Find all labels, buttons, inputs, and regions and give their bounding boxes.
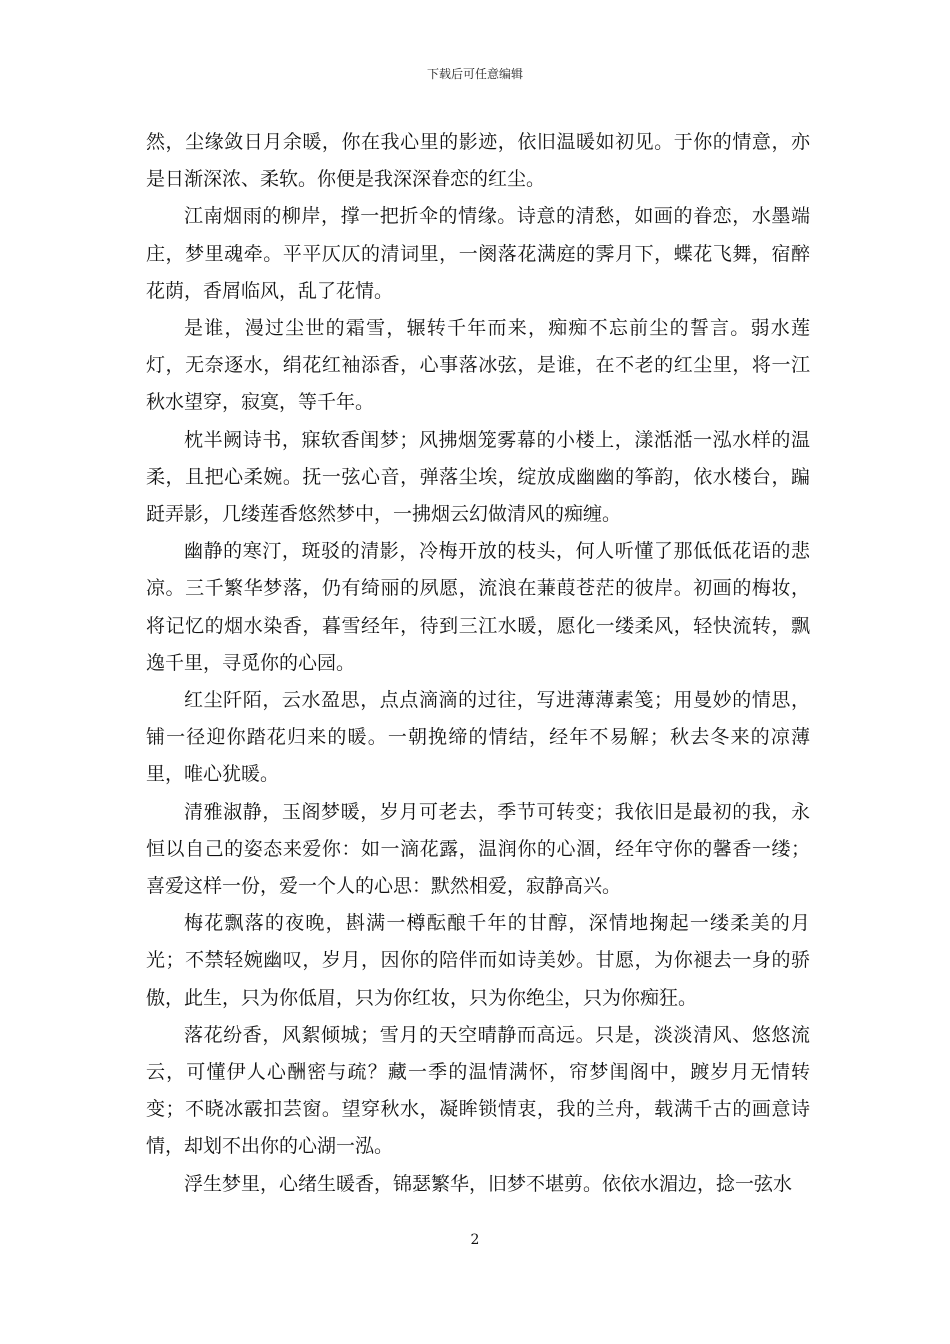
paragraph-6: 红尘阡陌，云水盈思，点点滴滴的过往，写进薄薄素笺；用曼妙的情思，铺一径迎你踏花归来的暖。一朝挽缔的情结，经年不易解；秋去冬来的凉薄里，唯心犹暖。 (146, 689, 810, 786)
page-header: 下载后可任意编辑 (426, 67, 523, 81)
paragraph-9: 落花纷香，风絮倾城；雪月的天空晴静而高远。只是，淡淡清风、悠悠流云，可懂伊人心酬密与疏？藏一季的温情满怀，帘梦闺阁中，踱岁月无情转变；不晓冰霰扣芸窗。望穿秋水，凝眸锁情衷，我的兰舟，载满千古的画意诗情，却划不出你的心湖一泓。 (146, 1023, 810, 1158)
paragraph-3: 是谁，漫过尘世的霜雪，辗转千年而来，痴痴不忘前尘的誓言。弱水莲灯，无奈逐水，绢花红袖添香，心事落冰弦，是谁，在不老的红尘里，将一江秋水望穿，寂寞，等千年。 (146, 317, 810, 414)
paragraph-7: 清雅淑静，玉阁梦暖，岁月可老去，季节可转变；我依旧是最初的我，永恒以自己的姿态来爱你：如一滴花露，温润你的心涸，经年守你的馨香一缕；喜爱这样一份，爱一个人的心思：默然相爱，寂静高兴。 (146, 800, 810, 898)
paragraph-1: 然，尘缘敛日月余暖，你在我心里的影迹，依旧温暖如初见。于你的情意，亦是日渐深浓、柔软。你便是我深深眷恋的红尘。 (146, 131, 810, 191)
page-number: 2 (470, 1232, 480, 1248)
paragraph-4: 枕半阙诗书，寐软香闺梦；风拂烟笼雾幕的小楼上，漾湉湉一泓水样的温柔，且把心柔婉。抚一弦心音，弹落尘埃，绽放成幽幽的筝韵，依水楼台，蹁跹弄影，几缕莲香悠然梦中，一拂烟云幻做清风的痴缠。 (146, 428, 810, 526)
body-text (146, 124, 810, 1203)
paragraph-10: 浮生梦里，心绪生暖香，锦瑟繁华，旧梦不堪剪。依依水湄边，捻一弦水 (184, 1172, 793, 1195)
paragraph-8: 梅花飘落的夜晚，斟满一樽酝酿千年的甘醇，深情地掬起一缕柔美的月光；不禁轻婉幽叹，岁月，因你的陪伴而如诗美妙。甘愿，为你褪去一身的骄傲，此生，只为你低眉，只为你红妆，只为你绝尘，只为你痴狂。 (146, 912, 810, 1009)
paragraph-2: 江南烟雨的柳岸，撑一把折伞的情缘。诗意的清愁，如画的眷恋，水墨端庄，梦里魂牵。平平仄仄的清词里，一阕落花满庭的霁月下，蝶花飞舞，宿醉花荫，香屑临风，乱了花情。 (146, 205, 810, 302)
paragraph-5: 幽静的寒汀，斑驳的清影，冷梅开放的枝头，何人听懂了那低低花语的悲凉。三千繁华梦落，仍有绮丽的夙愿，流浪在蒹葭苍茫的彼岸。初画的梅妆，将记忆的烟水染香，暮雪经年，待到三江水暖，愿化一缕柔风，轻快流转，飘逸千里，寻觅你的心园。 (146, 540, 810, 674)
